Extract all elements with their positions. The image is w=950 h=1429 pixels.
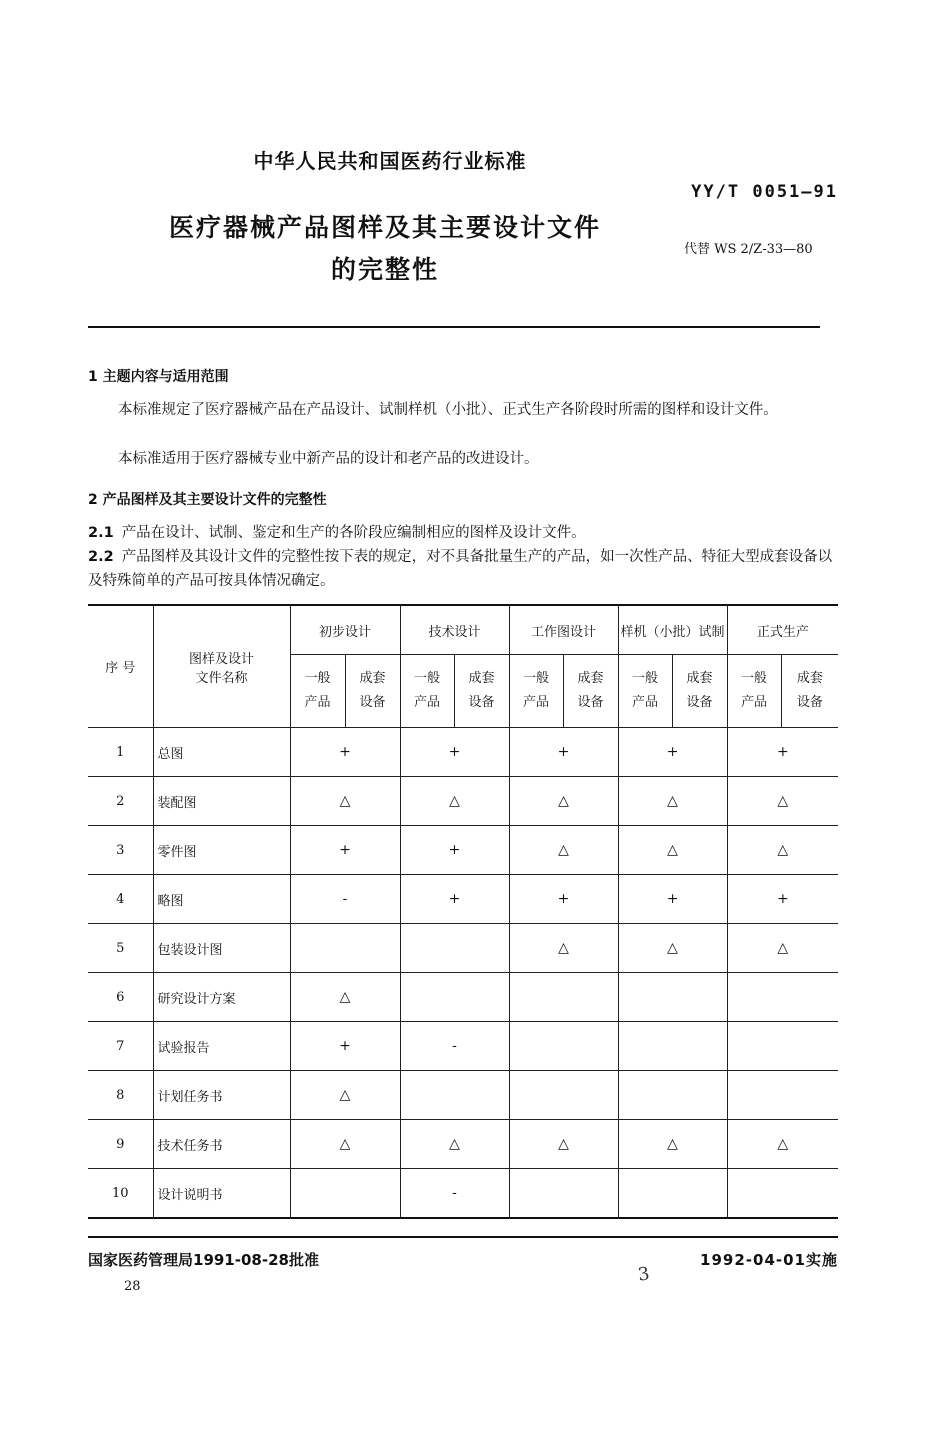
requirement-mark: +	[618, 728, 727, 777]
subcol-label-line: 一般	[304, 671, 331, 686]
requirement-mark: △	[400, 1120, 509, 1169]
phase-header: 工作图设计	[509, 605, 618, 655]
clause-2-2	[88, 545, 838, 593]
table-row	[88, 1169, 838, 1219]
subcol-label-line: 产品	[632, 695, 659, 710]
requirement-mark	[509, 973, 618, 1022]
table-row	[88, 728, 838, 777]
subcol-label-line: 一般	[741, 671, 768, 686]
subcol-label-line: 一般	[632, 671, 659, 686]
requirement-mark: △	[509, 777, 618, 826]
requirement-mark: △	[727, 777, 838, 826]
handwritten-mark: 3	[636, 1263, 651, 1286]
document-title-line1: 医疗器械产品图样及其主要设计文件	[168, 213, 601, 242]
requirement-mark: △	[618, 924, 727, 973]
clause-2-2-text: 产品图样及其设计文件的完整性按下表的规定，对不具备批量生产的产品，如一次性产品、特征大型成套设备以及特殊简单的产品可按具体情况确定。	[88, 549, 833, 589]
issuing-organization: 中华人民共和国医药行业标准	[253, 149, 527, 173]
subcol-label-line: 一般	[414, 671, 441, 686]
subcol-label-line: 成套	[577, 671, 604, 686]
document-name: 研究设计方案	[153, 973, 290, 1022]
subcol-label-line: 设备	[796, 695, 823, 710]
requirement-mark: △	[618, 1120, 727, 1169]
requirement-mark: △	[727, 826, 838, 875]
table-row	[88, 1022, 838, 1071]
table-header-phases	[88, 605, 838, 655]
requirement-mark	[727, 1022, 838, 1071]
row-number: 4	[88, 875, 153, 924]
footer-divider	[88, 1236, 838, 1238]
section2-heading: 2 产品图样及其主要设计文件的完整性	[88, 492, 327, 508]
subcol-label-line: 成套	[686, 671, 713, 686]
subcol-label-line: 设备	[468, 695, 495, 710]
table-row	[88, 777, 838, 826]
page-number: 28	[124, 1279, 141, 1294]
requirement-mark: +	[400, 728, 509, 777]
row-number: 2	[88, 777, 153, 826]
subcol-complete-equipment	[454, 655, 509, 728]
document-name: 试验报告	[153, 1022, 290, 1071]
requirement-mark: △	[290, 973, 400, 1022]
requirement-mark: △	[618, 777, 727, 826]
clause-2-1-text: 产品在设计、试制、鉴定和生产的各阶段应编制相应的图样及设计文件。	[121, 525, 586, 541]
phase-header: 技术设计	[400, 605, 509, 655]
requirement-mark: +	[290, 826, 400, 875]
requirement-mark	[509, 1169, 618, 1219]
phase-header: 正式生产	[727, 605, 838, 655]
subcol-label-line: 设备	[359, 695, 386, 710]
document-name: 略图	[153, 875, 290, 924]
requirement-mark: +	[727, 875, 838, 924]
requirement-mark	[618, 1071, 727, 1120]
section1-heading: 1 主题内容与适用范围	[88, 369, 229, 385]
requirement-mark	[509, 1071, 618, 1120]
row-number: 10	[88, 1169, 153, 1219]
document-title-line2: 的完整性	[330, 255, 439, 284]
row-number: 5	[88, 924, 153, 973]
phase-header: 初步设计	[290, 605, 400, 655]
document-name: 设计说明书	[153, 1169, 290, 1219]
requirement-mark	[727, 1169, 838, 1219]
row-number: 8	[88, 1071, 153, 1120]
effective-date: 1992-04-01实施	[700, 1251, 838, 1269]
col-header-name-line2: 文件名称	[195, 670, 248, 686]
subcol-label-line: 产品	[741, 695, 768, 710]
requirement-mark: △	[400, 777, 509, 826]
requirement-mark: △	[290, 777, 400, 826]
replaces-note: 代替 WS 2/Z-33—80	[684, 242, 813, 257]
clause-2-1-number: 2.1	[88, 525, 114, 541]
subcol-general-product	[618, 655, 672, 728]
clause-2-2-number: 2.2	[88, 549, 114, 565]
requirement-mark: △	[290, 1071, 400, 1120]
requirement-mark: +	[400, 875, 509, 924]
subcol-label-line: 设备	[686, 695, 713, 710]
requirement-mark: △	[618, 826, 727, 875]
requirement-mark: +	[290, 1022, 400, 1071]
requirement-mark: △	[509, 826, 618, 875]
row-number: 3	[88, 826, 153, 875]
subcol-label-line: 一般	[523, 671, 550, 686]
requirement-mark: △	[509, 1120, 618, 1169]
requirement-mark: △	[290, 1120, 400, 1169]
subcol-label-line: 产品	[523, 695, 550, 710]
section1-paragraph1: 本标准规定了医疗器械产品在产品设计、试制样机（小批）、正式生产各阶段时所需的图样和设计文件。	[118, 402, 778, 418]
subcol-general-product	[727, 655, 781, 728]
requirement-mark	[727, 1071, 838, 1120]
table-row	[88, 875, 838, 924]
subcol-general-product	[509, 655, 563, 728]
subcol-label-line: 成套	[359, 671, 386, 686]
phase-header: 样机（小批）试制	[618, 605, 727, 655]
subcol-general-product	[400, 655, 454, 728]
requirement-mark	[618, 1169, 727, 1219]
requirement-mark: +	[509, 875, 618, 924]
subcol-complete-equipment	[672, 655, 727, 728]
table-body	[88, 728, 838, 1219]
subcol-label-line: 设备	[577, 695, 604, 710]
section1-paragraph2: 本标准适用于医疗器械专业中新产品的设计和老产品的改进设计。	[118, 451, 539, 467]
table-row	[88, 1071, 838, 1120]
subcol-complete-equipment	[781, 655, 838, 728]
subcol-complete-equipment	[345, 655, 400, 728]
requirement-mark: +	[727, 728, 838, 777]
requirement-mark	[400, 1071, 509, 1120]
requirement-mark	[290, 924, 400, 973]
table-row	[88, 973, 838, 1022]
document-name: 总图	[153, 728, 290, 777]
requirement-mark	[727, 973, 838, 1022]
requirement-mark	[290, 1169, 400, 1219]
table-row	[88, 1120, 838, 1169]
col-header-document-name	[153, 605, 290, 728]
subcol-general-product	[290, 655, 345, 728]
clause-2-1	[88, 521, 838, 545]
subcol-label-line: 成套	[468, 671, 495, 686]
requirement-mark: △	[727, 1120, 838, 1169]
requirement-mark: +	[290, 728, 400, 777]
col-header-name-line1: 图样及设计	[188, 651, 254, 667]
completeness-table	[88, 604, 838, 1219]
document-name: 技术任务书	[153, 1120, 290, 1169]
subcol-label-line: 成套	[796, 671, 823, 686]
row-number: 6	[88, 973, 153, 1022]
document-name: 包装设计图	[153, 924, 290, 973]
requirement-mark: △	[727, 924, 838, 973]
requirement-mark: -	[400, 1169, 509, 1219]
requirement-mark: -	[290, 875, 400, 924]
requirement-mark: -	[400, 1022, 509, 1071]
row-number: 7	[88, 1022, 153, 1071]
requirement-mark	[618, 1022, 727, 1071]
col-header-number: 序 号	[88, 605, 153, 728]
document-name: 零件图	[153, 826, 290, 875]
requirement-mark: +	[400, 826, 509, 875]
requirement-mark	[400, 973, 509, 1022]
subcol-label-line: 产品	[414, 695, 441, 710]
row-number: 9	[88, 1120, 153, 1169]
table-row	[88, 826, 838, 875]
requirement-mark	[618, 973, 727, 1022]
subcol-complete-equipment	[563, 655, 618, 728]
requirement-mark: +	[509, 728, 618, 777]
requirement-mark	[400, 924, 509, 973]
header-divider	[88, 326, 820, 328]
subcol-label-line: 产品	[304, 695, 331, 710]
document-name: 装配图	[153, 777, 290, 826]
requirement-mark	[509, 1022, 618, 1071]
standard-code: YY/T 0051—91	[691, 182, 838, 202]
approval-date: 国家医药管理局1991-08-28批准	[88, 1251, 319, 1269]
table-row	[88, 924, 838, 973]
row-number: 1	[88, 728, 153, 777]
document-name: 计划任务书	[153, 1071, 290, 1120]
requirement-mark: △	[509, 924, 618, 973]
requirement-mark: +	[618, 875, 727, 924]
